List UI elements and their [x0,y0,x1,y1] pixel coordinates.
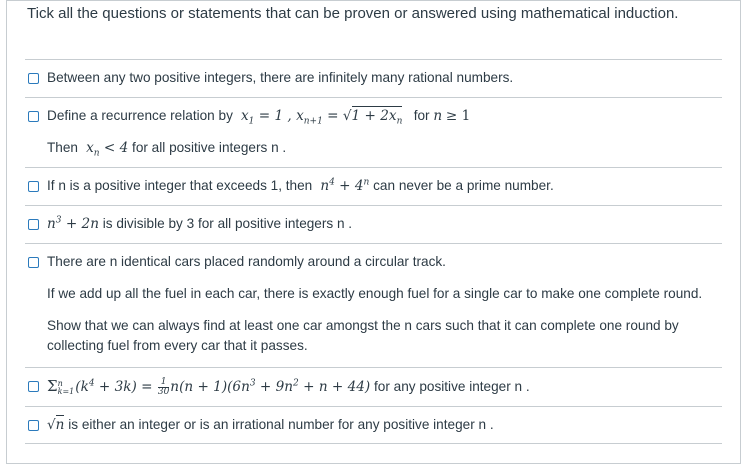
answer-2-then: Then [47,140,78,155]
answer-checkbox-1[interactable] [28,73,39,84]
answer-6-math: Σ n k=1 $(k^4 + 3k)$ = $\frac{1}{30}$ $n(n + 1)(6n^3 + 9n^2 + n + 44)$ [47,377,371,397]
answer-option-2[interactable] [25,97,722,167]
answer-3-prefix: If n is a positive integer that exceeds 1, then [47,178,313,193]
answer-text-7 [47,416,494,434]
answer-text-5-line-3: Show that we can always find at least one car amongst the n cars such that it can complete one round by [47,318,679,333]
answer-4-math: $n^3 + 2n$ [47,215,99,232]
answer-7-math: √n [47,417,65,433]
answer-option-3[interactable] [25,167,722,205]
answer-2-prefix: Define a recurrence relation by [47,108,233,123]
answer-2-recurrence-math: $x_1 = 1$ , $x_{n+1} = √1 + 2x_n$ [236,108,403,127]
answer-text-4 [47,215,352,233]
answer-option-7[interactable] [25,406,722,444]
answer-checkbox-7[interactable] [28,420,39,431]
answer-4-suffix: is divisible by 3 for all positive integers n . [102,216,353,231]
answer-text-6 [47,377,530,397]
answer-checkbox-2[interactable] [28,111,39,122]
answer-option-1[interactable] [25,59,722,97]
answer-7-suffix: is either an integer or is an irrational number for any positive integer n . [68,417,494,432]
answer-checkbox-6[interactable] [28,381,39,392]
answer-checkbox-3[interactable] [28,181,39,192]
answer-option-5[interactable] [25,243,722,367]
answer-list [25,59,722,444]
answer-text-5-line-1: There are n identical cars placed randomly around a circular track. [47,254,446,269]
answer-text-3 [47,177,554,195]
answer-checkbox-4[interactable] [28,219,39,230]
answer-6-suffix: for any positive integer n . [374,379,530,394]
answer-text-5-line-2: If we add up all the fuel in each car, there is exactly enough fuel for a single car to make one complete round. [47,286,703,301]
answer-option-6[interactable] [25,367,722,406]
answer-2-bound-math: $x_n < 4$ [81,140,129,159]
question-prompt: Tick all the questions or statements that can be proven or answered using mathematical induction. [27,5,679,22]
answer-text-1: Between any two positive integers, there are infinitely many rational numbers. [47,70,514,85]
answer-2-suffix: for all positive integers n . [132,140,287,155]
answer-checkbox-5[interactable] [28,257,39,268]
answer-text-2-line-1: Define a recurrence relation by $x_1 = 1$ , $x_{n+1} = √1 + 2x_n$ for n ≥ 1 [47,108,471,127]
answer-option-4[interactable] [25,205,722,243]
answer-text-5-line-4: collecting fuel from every car that it passes. [47,338,308,353]
answer-3-math: $n^4 + 4^n$ [316,177,370,194]
answer-3-suffix: can never be a prime number. [373,178,554,193]
answer-text-2-line-2 [47,139,286,157]
